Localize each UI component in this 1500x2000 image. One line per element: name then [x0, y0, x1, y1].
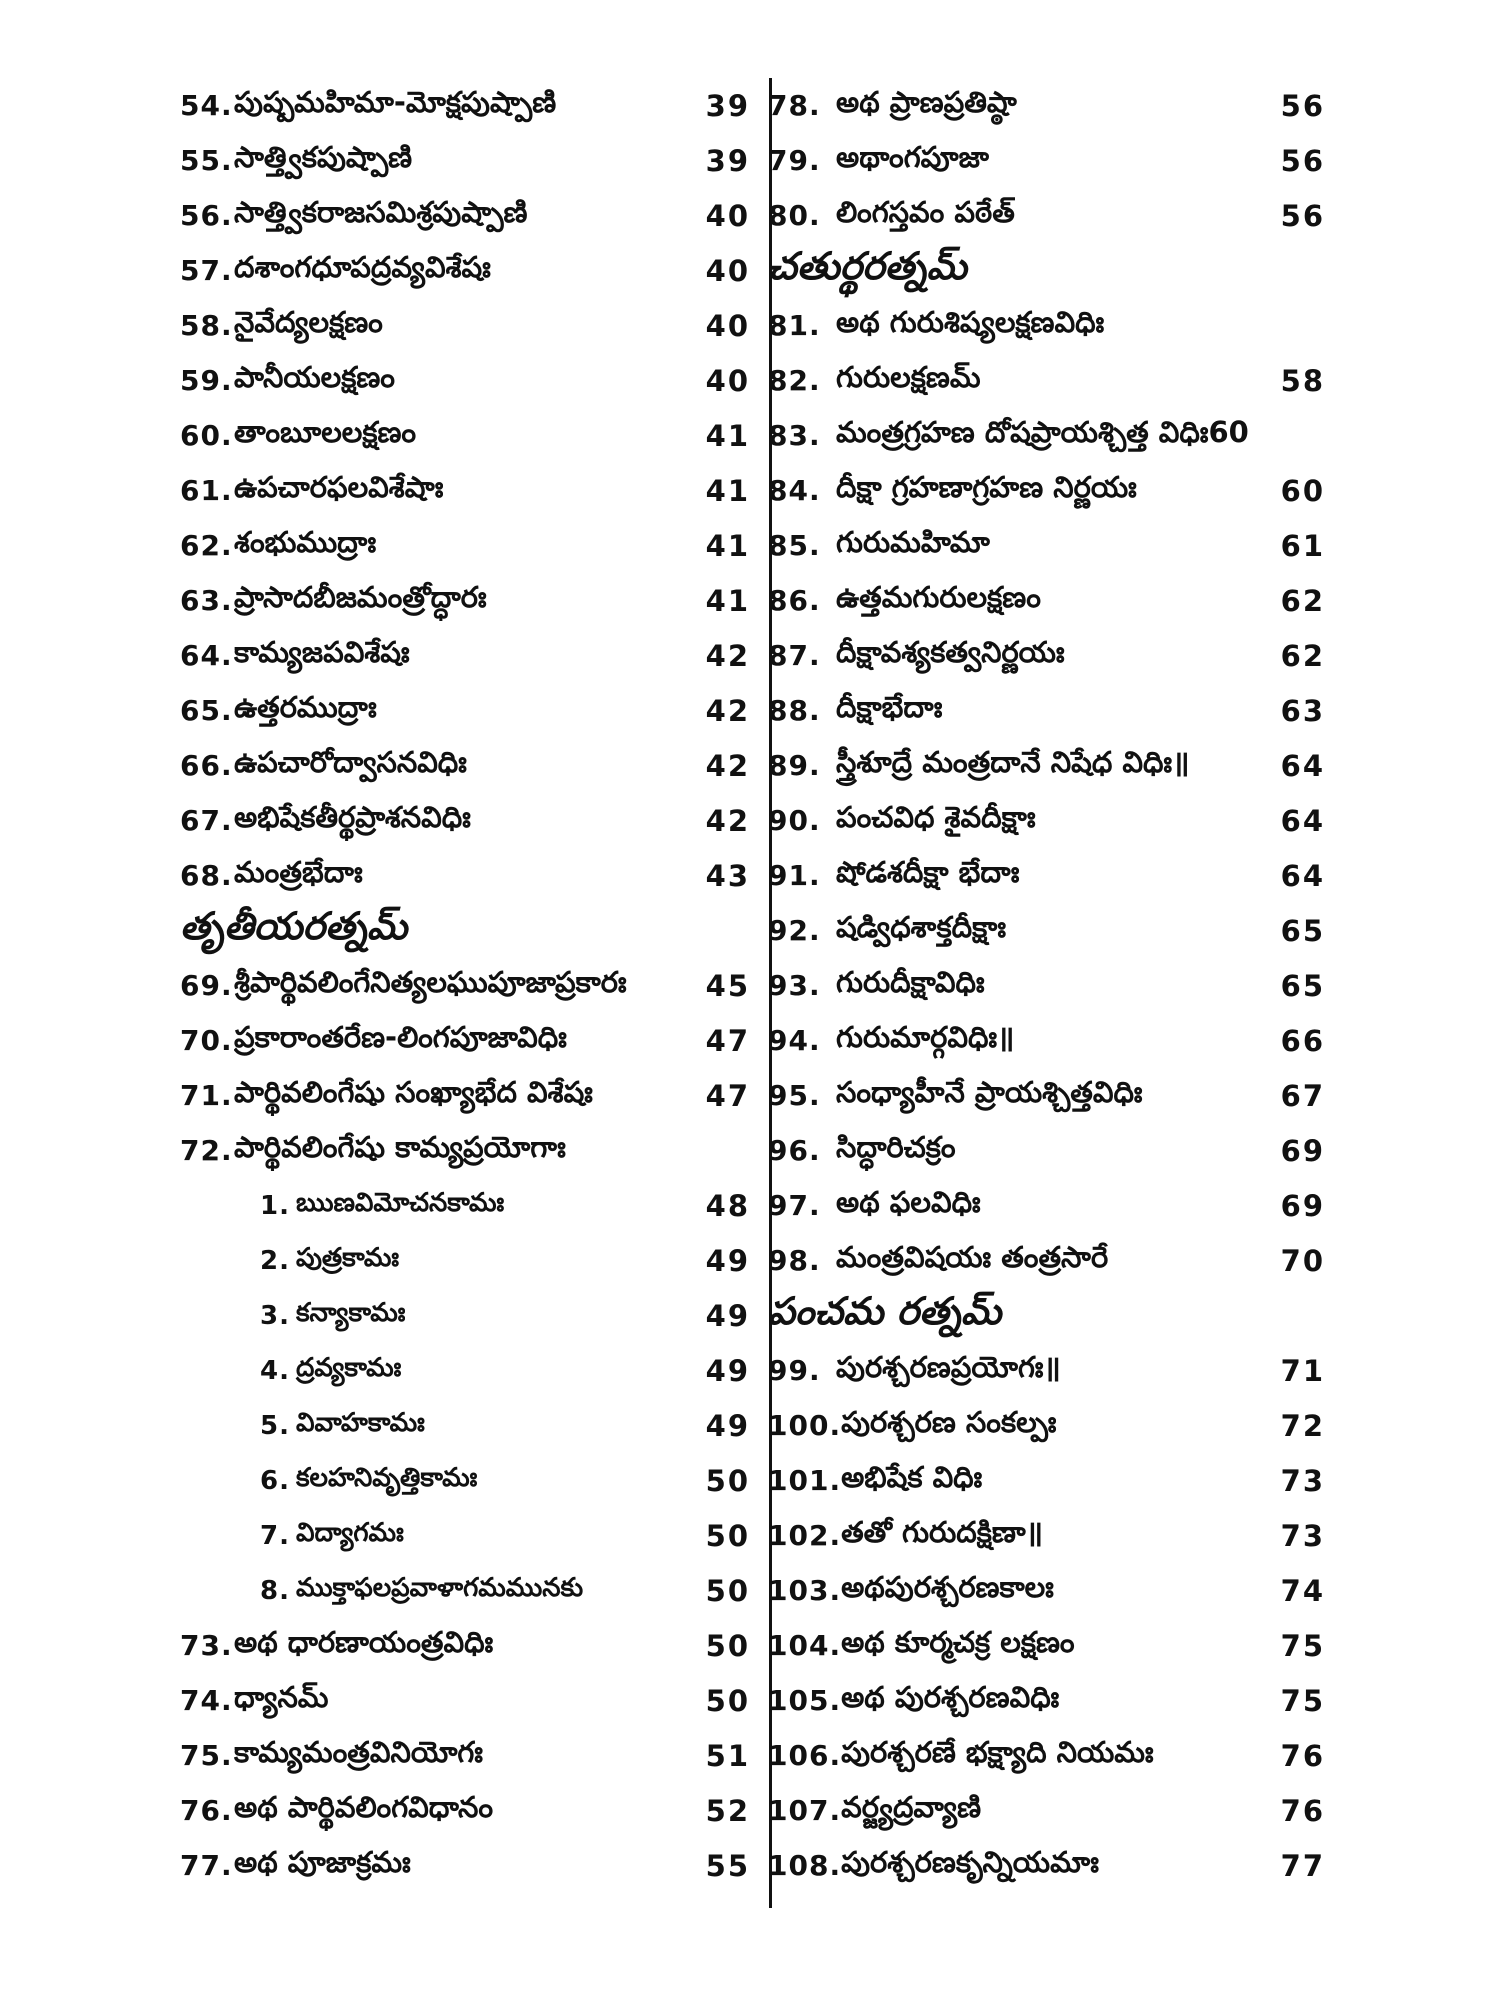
entry-title: దీక్షా గ్రహణాగ్రహణ నిర్ణయః — [836, 469, 1137, 504]
entry-title: పుత్రకామః — [295, 1242, 400, 1273]
entry-number: 5. — [260, 1410, 290, 1441]
entry-page-number: 49 — [705, 1408, 750, 1443]
entry-number: 63. — [180, 584, 233, 617]
entry-number: 104. — [768, 1629, 842, 1662]
entry-page-number: 41 — [705, 583, 750, 618]
entry-number: 89. — [768, 749, 821, 782]
toc-entry — [180, 958, 750, 1013]
entry-number: 7. — [260, 1520, 290, 1551]
toc-sub-entry — [180, 1398, 750, 1453]
toc-entry — [768, 1673, 1343, 1728]
toc-entry — [768, 1563, 1343, 1618]
entry-page-number: 70 — [1280, 1243, 1325, 1278]
toc-entry — [768, 683, 1343, 738]
entry-title: మంత్రభేదాః — [234, 854, 363, 889]
entry-page-number: 71 — [1280, 1353, 1325, 1388]
toc-sub-entry — [180, 1563, 750, 1618]
entry-page-number: 40 — [705, 198, 750, 233]
entry-title: ద్రవ్యకామః — [295, 1352, 402, 1383]
toc-entry — [180, 573, 750, 628]
section-heading — [180, 903, 750, 958]
toc-entry — [180, 628, 750, 683]
entry-page-number: 42 — [705, 803, 750, 838]
entry-number: 88. — [768, 694, 821, 727]
entry-number: 81. — [768, 309, 821, 342]
entry-number: 58. — [180, 309, 233, 342]
toc-sub-entry — [180, 1453, 750, 1508]
entry-page-number: 50 — [705, 1463, 750, 1498]
toc-entry — [768, 573, 1343, 628]
toc-entry — [180, 518, 750, 573]
entry-page-number: 47 — [705, 1023, 750, 1058]
entry-page-number: 74 — [1280, 1573, 1325, 1608]
entry-title: అథాంగపూజా — [836, 139, 989, 174]
toc-entry — [180, 1673, 750, 1728]
entry-title: సంధ్యాహీనే ప్రాయశ్చిత్తవిధిః — [836, 1074, 1143, 1109]
toc-sub-entry — [180, 1288, 750, 1343]
entry-page-number: 66 — [1280, 1023, 1325, 1058]
entry-title: కలహనివృత్తికామః — [295, 1462, 478, 1493]
toc-left-column — [180, 78, 750, 1893]
toc-entry — [768, 738, 1343, 793]
entry-number: 83. — [768, 419, 821, 452]
entry-number: 55. — [180, 144, 233, 177]
entry-number: 62. — [180, 529, 233, 562]
entry-page-number: 60 — [1280, 473, 1325, 508]
entry-title: కామ్యమంత్రవినియోగః — [234, 1734, 483, 1769]
entry-page-number: 69 — [1280, 1188, 1325, 1223]
entry-page-number: 65 — [1280, 913, 1325, 948]
entry-number: 4. — [260, 1355, 290, 1386]
entry-title: వర్జ్యద్రవ్యాణి — [841, 1789, 982, 1824]
toc-entry — [768, 1123, 1343, 1178]
entry-number: 97. — [768, 1189, 821, 1222]
entry-page-number: 76 — [1280, 1793, 1325, 1828]
entry-page-number: 75 — [1280, 1683, 1325, 1718]
entry-page-number: 39 — [705, 88, 750, 123]
entry-page-number: 63 — [1280, 693, 1325, 728]
entry-page-number: 50 — [705, 1518, 750, 1553]
entry-title: నైవేద్యలక్షణం — [234, 304, 383, 339]
entry-title: దీక్షావశ్యకత్వనిర్ణయః — [836, 634, 1065, 669]
entry-title: అథ ఫలవిధిః — [836, 1184, 981, 1219]
entry-page-number: 65 — [1280, 968, 1325, 1003]
entry-page-number: 73 — [1280, 1463, 1325, 1498]
entry-number: 99. — [768, 1354, 821, 1387]
entry-title: ధ్యానమ్ — [234, 1679, 329, 1714]
entry-number: 100. — [768, 1409, 842, 1442]
entry-title: సాత్త్వికపుష్పాణి — [234, 139, 413, 174]
entry-number: 57. — [180, 254, 233, 287]
section-heading — [768, 1288, 1343, 1343]
entry-number: 86. — [768, 584, 821, 617]
entry-page-number: 73 — [1280, 1518, 1325, 1553]
entry-title: అథ పార్థివలింగవిధానం — [234, 1789, 494, 1824]
entry-page-number: 49 — [705, 1353, 750, 1388]
entry-page-number: 62 — [1280, 638, 1325, 673]
entry-title: షోడశదీక్షా భేదాః — [836, 854, 1020, 889]
entry-title: తాంబూలలక్షణం — [234, 414, 417, 449]
entry-page-number: 77 — [1280, 1848, 1325, 1883]
entry-number: 56. — [180, 199, 233, 232]
entry-page-number: 64 — [1280, 748, 1325, 783]
entry-title: దీక్షాభేదాః — [836, 689, 943, 724]
entry-number: 64. — [180, 639, 233, 672]
section-heading-text: పంచమ రత్నమ్ — [768, 1288, 1002, 1333]
toc-entry — [180, 133, 750, 188]
section-heading — [768, 243, 1343, 298]
entry-title: ఉత్తరముద్రాః — [234, 689, 377, 724]
entry-title: ఋణవిమోచనకామః — [295, 1187, 505, 1218]
entry-page-number: 40 — [705, 253, 750, 288]
toc-entry — [180, 463, 750, 518]
entry-number: 94. — [768, 1024, 821, 1057]
entry-page-number: 72 — [1280, 1408, 1325, 1443]
toc-entry — [768, 903, 1343, 958]
entry-page-number: 40 — [705, 308, 750, 343]
toc-entry — [768, 298, 1343, 353]
entry-number: 95. — [768, 1079, 821, 1112]
entry-number: 98. — [768, 1244, 821, 1277]
entry-title: తతో గురుదక్షిణా॥ — [841, 1514, 1043, 1549]
toc-right-column — [768, 78, 1343, 1893]
entry-number: 105. — [768, 1684, 842, 1717]
entry-page-number: 50 — [705, 1628, 750, 1663]
toc-entry — [768, 1453, 1343, 1508]
entry-number: 102. — [768, 1519, 842, 1552]
entry-page-number: 61 — [1280, 528, 1325, 563]
entry-number: 91. — [768, 859, 821, 892]
toc-entry — [180, 848, 750, 903]
toc-entry — [180, 1123, 750, 1178]
entry-title: దశాంగధూపద్రవ్యవిశేషః — [234, 249, 491, 284]
entry-page-number: 62 — [1280, 583, 1325, 618]
entry-number: 72. — [180, 1134, 233, 1167]
entry-title: అథ ప్రాణప్రతిష్ఠా — [836, 84, 1017, 119]
entry-number: 69. — [180, 969, 233, 1002]
toc-entry — [180, 1618, 750, 1673]
toc-sub-entry — [180, 1233, 750, 1288]
entry-number: 71. — [180, 1079, 233, 1112]
toc-entry — [768, 133, 1343, 188]
entry-number: 78. — [768, 89, 821, 122]
toc-entry — [180, 1068, 750, 1123]
entry-title: పార్థివలింగేషు సంఖ్యాభేద విశేషః — [234, 1074, 593, 1109]
toc-entry — [768, 958, 1343, 1013]
entry-title: అభిషేకతీర్థప్రాశనవిధిః — [234, 799, 471, 834]
entry-title: సాత్త్వికరాజసమిశ్రపుష్పాణి — [234, 194, 528, 229]
toc-entry — [180, 243, 750, 298]
entry-number: 75. — [180, 1739, 233, 1772]
entry-page-number: 43 — [705, 858, 750, 893]
entry-title: పురశ్చరణప్రయోగః॥ — [836, 1349, 1061, 1384]
toc-entry — [180, 188, 750, 243]
entry-number: 93. — [768, 969, 821, 1002]
entry-page-number: 67 — [1280, 1078, 1325, 1113]
entry-title: స్త్రీశూద్రే మంత్రదానే నిషేధ విధిః॥ — [836, 744, 1190, 779]
entry-page-number: 58 — [1280, 363, 1325, 398]
entry-title: గురుమహిమా — [836, 524, 990, 559]
entry-page-number: 52 — [705, 1793, 750, 1828]
toc-entry — [768, 408, 1343, 463]
entry-number: 70. — [180, 1024, 233, 1057]
toc-entry — [768, 1783, 1343, 1838]
entry-page-number: 56 — [1280, 143, 1325, 178]
toc-entry — [180, 408, 750, 463]
toc-entry — [180, 683, 750, 738]
entry-number: 59. — [180, 364, 233, 397]
entry-title: అథ పురశ్చరణవిధిః — [841, 1679, 1060, 1714]
entry-number: 90. — [768, 804, 821, 837]
entry-number: 77. — [180, 1849, 233, 1882]
entry-title: మంత్రగ్రహణ దోషప్రాయశ్చిత్త విధిః60 — [836, 414, 1249, 449]
toc-entry — [768, 1343, 1343, 1398]
entry-number: 73. — [180, 1629, 233, 1662]
entry-title: కామ్యజపవిశేషః — [234, 634, 410, 669]
entry-page-number: 42 — [705, 638, 750, 673]
entry-title: అభిషేక విధిః — [841, 1459, 983, 1494]
entry-number: 67. — [180, 804, 233, 837]
entry-title: పురశ్చరణకృన్నియమాః — [841, 1844, 1099, 1879]
toc-entry — [768, 1068, 1343, 1123]
entry-title: పురశ్చరణే భక్ష్యాది నియమః — [841, 1734, 1154, 1769]
entry-number: 8. — [260, 1575, 290, 1606]
entry-page-number: 56 — [1280, 198, 1325, 233]
toc-entry — [180, 738, 750, 793]
entry-page-number: 64 — [1280, 803, 1325, 838]
entry-page-number: 39 — [705, 143, 750, 178]
entry-title: అథ ధారణాయంత్రవిధిః — [234, 1624, 494, 1659]
toc-entry — [768, 188, 1343, 243]
entry-page-number: 48 — [705, 1188, 750, 1223]
entry-page-number: 76 — [1280, 1738, 1325, 1773]
toc-entry — [768, 1618, 1343, 1673]
toc-entry — [768, 1233, 1343, 1288]
entry-title: పానీయలక్షణం — [234, 359, 396, 394]
entry-page-number: 50 — [705, 1683, 750, 1718]
toc-entry — [768, 1728, 1343, 1783]
entry-title: గురుదీక్షావిధిః — [836, 964, 985, 999]
entry-number: 92. — [768, 914, 821, 947]
entry-number: 108. — [768, 1849, 842, 1882]
entry-title: అథపురశ్చరణకాలః — [841, 1569, 1054, 1604]
entry-title: పుష్పమహిమా-మోక్షపుష్పాణి — [234, 84, 557, 119]
entry-title: కన్యాకామః — [295, 1297, 406, 1328]
entry-number: 84. — [768, 474, 821, 507]
toc-entry — [768, 1838, 1343, 1893]
entry-number: 79. — [768, 144, 821, 177]
entry-number: 68. — [180, 859, 233, 892]
entry-number: 61. — [180, 474, 233, 507]
entry-number: 1. — [260, 1190, 290, 1221]
entry-title: ముక్తాఫలప్రవాళాగమమునకు — [295, 1572, 584, 1603]
entry-page-number: 42 — [705, 693, 750, 728]
entry-number: 96. — [768, 1134, 821, 1167]
entry-number: 66. — [180, 749, 233, 782]
entry-page-number: 55 — [705, 1848, 750, 1883]
entry-title: అథ పూజాక్రమః — [234, 1844, 411, 1879]
toc-entry — [768, 793, 1343, 848]
entry-page-number: 56 — [1280, 88, 1325, 123]
toc-entry — [768, 1013, 1343, 1068]
toc-entry — [180, 793, 750, 848]
entry-number: 101. — [768, 1464, 842, 1497]
entry-number: 103. — [768, 1574, 842, 1607]
entry-title: లింగస్తవం పఠేత్ — [836, 194, 1015, 229]
entry-title: ఉపచారోద్వాసనవిధిః — [234, 744, 467, 779]
toc-sub-entry — [180, 1178, 750, 1233]
toc-sub-entry — [180, 1508, 750, 1563]
toc-entry — [768, 78, 1343, 133]
section-heading-text: తృతీయరత్నమ్ — [180, 903, 408, 948]
entry-title: మంత్రవిషయః తంత్రసారే — [836, 1239, 1109, 1274]
entry-title: గురులక్షణమ్ — [836, 359, 981, 394]
toc-entry — [180, 1728, 750, 1783]
entry-title: సిద్ధారిచక్రం — [836, 1129, 956, 1164]
entry-title: పార్థివలింగేషు కామ్యప్రయోగాః — [234, 1129, 566, 1164]
toc-sub-entry — [180, 1343, 750, 1398]
entry-page-number: 75 — [1280, 1628, 1325, 1663]
entry-page-number: 69 — [1280, 1133, 1325, 1168]
entry-number: 85. — [768, 529, 821, 562]
toc-entry — [768, 628, 1343, 683]
entry-number: 107. — [768, 1794, 842, 1827]
toc-entry — [180, 1838, 750, 1893]
entry-title: గురుమార్గవిధిః॥ — [836, 1019, 1015, 1054]
entry-page-number: 50 — [705, 1573, 750, 1608]
entry-title: పంచవిధ శైవదీక్షాః — [836, 799, 1036, 834]
toc-entry — [768, 848, 1343, 903]
entry-number: 65. — [180, 694, 233, 727]
toc-entry — [180, 78, 750, 133]
entry-page-number: 41 — [705, 528, 750, 563]
entry-page-number: 47 — [705, 1078, 750, 1113]
section-heading-text: చతుర్థరత్నమ్ — [768, 243, 967, 288]
entry-title: ప్రాసాదబీజమంత్రోద్ధారః — [234, 579, 487, 614]
entry-title: శంభుముద్రాః — [234, 524, 377, 559]
entry-title: అథ కూర్మచక్ర లక్షణం — [841, 1624, 1075, 1659]
entry-number: 76. — [180, 1794, 233, 1827]
entry-number: 82. — [768, 364, 821, 397]
toc-entry — [768, 1398, 1343, 1453]
entry-number: 74. — [180, 1684, 233, 1717]
entry-number: 80. — [768, 199, 821, 232]
entry-title: ప్రకారాంతరేణ-లింగపూజావిధిః — [234, 1019, 567, 1054]
entry-title: వివాహకామః — [295, 1407, 425, 1438]
entry-page-number: 45 — [705, 968, 750, 1003]
entry-page-number: 41 — [705, 473, 750, 508]
entry-title: ఉత్తమగురులక్షణం — [836, 579, 1041, 614]
toc-entry — [180, 1013, 750, 1068]
entry-number: 2. — [260, 1245, 290, 1276]
entry-number: 54. — [180, 89, 233, 122]
entry-number: 60. — [180, 419, 233, 452]
entry-title: అథ గురుశిష్యలక్షణవిధిః — [836, 304, 1105, 339]
entry-title: విద్యాగమః — [295, 1517, 404, 1548]
entry-title: ఉపచారఫలవిశేషాః — [234, 469, 444, 504]
entry-page-number: 41 — [705, 418, 750, 453]
entry-page-number: 49 — [705, 1243, 750, 1278]
entry-number: 6. — [260, 1465, 290, 1496]
entry-title: పురశ్చరణ సంకల్పః — [841, 1404, 1057, 1439]
toc-entry — [180, 353, 750, 408]
entry-page-number: 40 — [705, 363, 750, 398]
toc-entry — [768, 463, 1343, 518]
toc-entry — [180, 298, 750, 353]
toc-entry — [768, 353, 1343, 408]
entry-page-number: 49 — [705, 1298, 750, 1333]
entry-title: షడ్విధశాక్తదీక్షాః — [836, 909, 1007, 944]
entry-page-number: 64 — [1280, 858, 1325, 893]
entry-number: 106. — [768, 1739, 842, 1772]
entry-number: 3. — [260, 1300, 290, 1331]
toc-entry — [768, 1178, 1343, 1233]
toc-entry — [768, 1508, 1343, 1563]
toc-entry — [768, 518, 1343, 573]
toc-entry — [180, 1783, 750, 1838]
entry-page-number: 42 — [705, 748, 750, 783]
entry-title: శ్రీపార్థివలింగేనిత్యలఘుపూజాప్రకారః — [234, 964, 627, 999]
entry-page-number: 51 — [705, 1738, 750, 1773]
entry-number: 87. — [768, 639, 821, 672]
